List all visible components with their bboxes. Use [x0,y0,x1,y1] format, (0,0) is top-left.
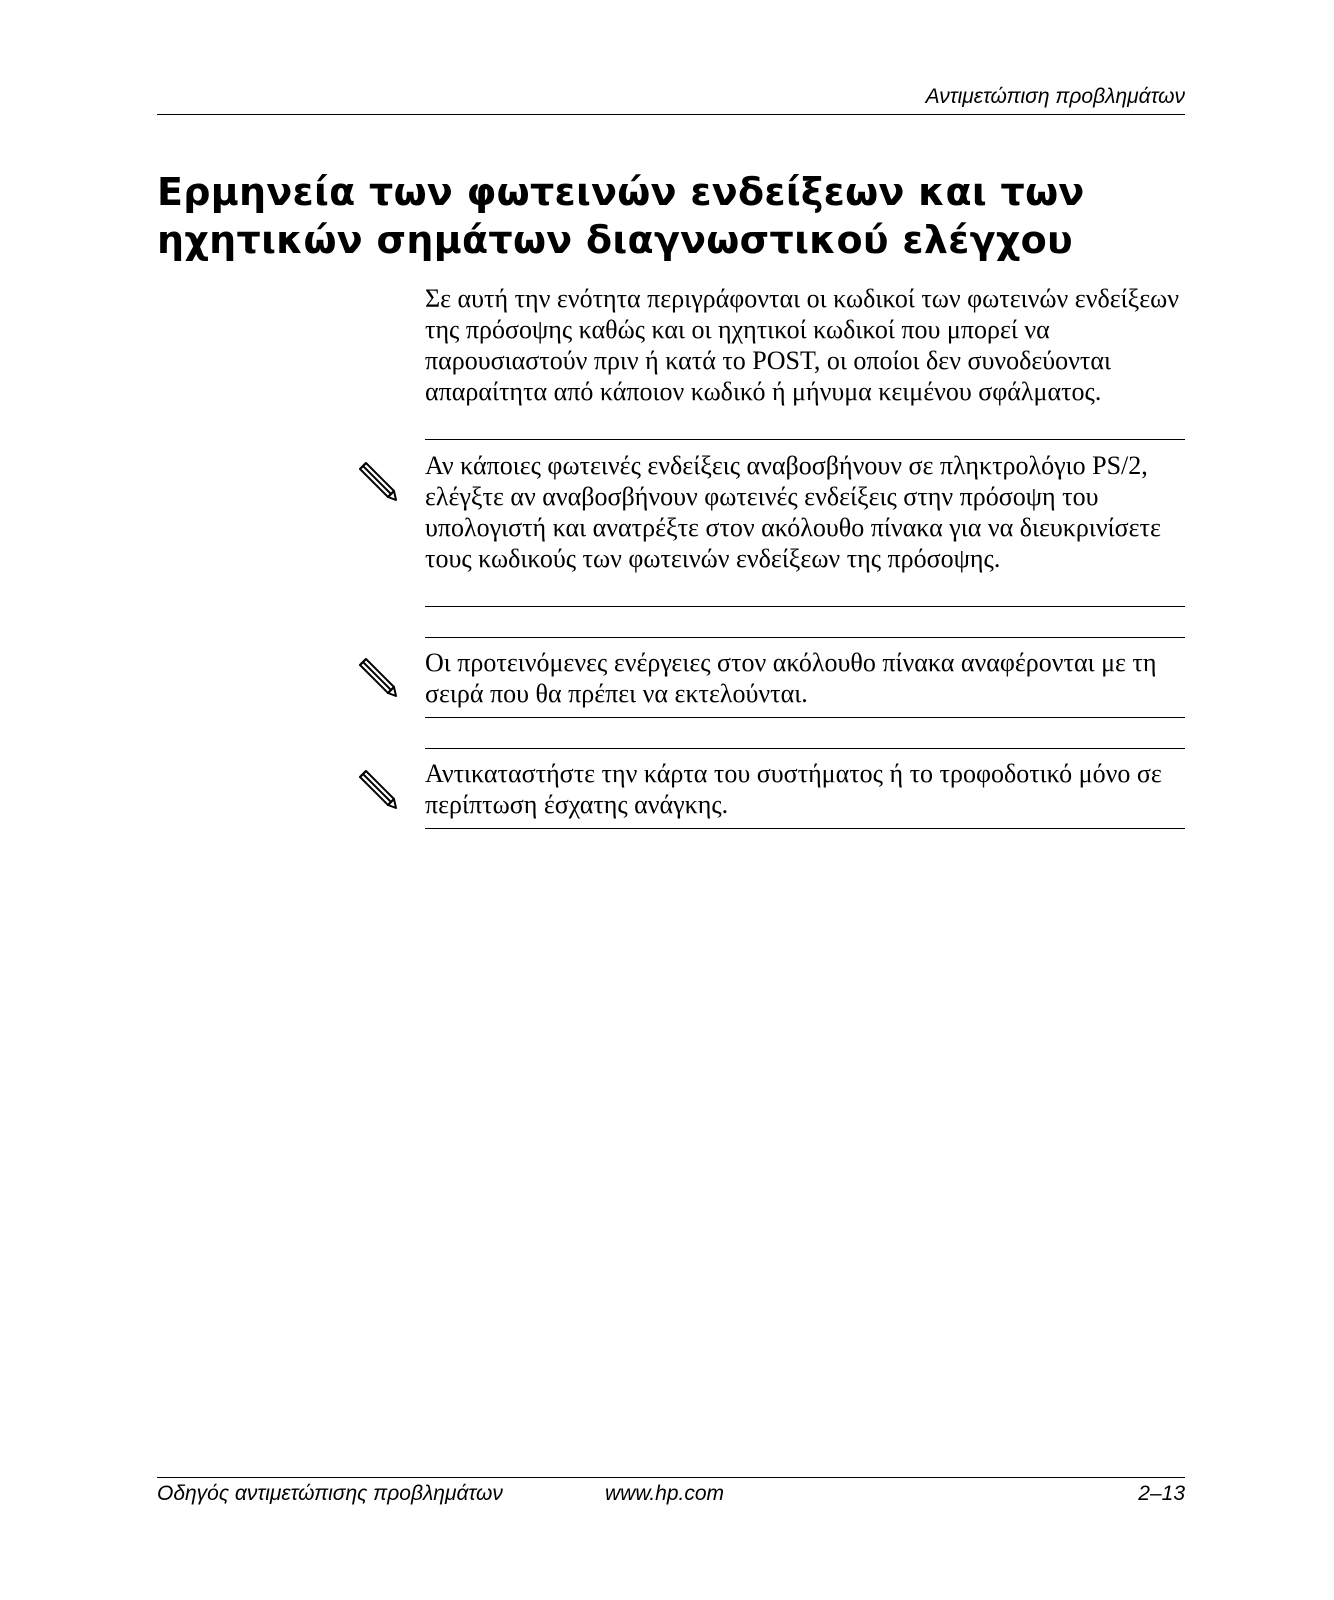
footer-page-number: 2–13 [1138,1482,1185,1505]
note-2-text: Οι προτεινόμενες ενέργειες στον ακόλουθο πίνακα αναφέρονται με τη σειρά που θα πρέπει να εκτελούνται. [425,648,1157,708]
section-title: Ερμηνεία των φωτεινών ενδείξεων και των ηχητικών σημάτων διαγνωστικού ελέγχου [157,170,1085,262]
footer-rule [157,1477,1185,1478]
note-2-bottom-rule [425,717,1185,718]
footer-website: www.hp.com [605,1482,725,1505]
note-1-bottom-rule [425,606,1185,607]
note-1-text: Αν κάποιες φωτεινές ενδείξεις αναβοσβήνουν σε πληκτρολόγιο PS/2, ελέγξτε αν αναβοσβήνουν φωτεινές ενδείξεις στην πρόσοψη του υπολογιστή και ανατρέξτε στον ακόλουθο πίνακα για να διευκρινίσετε τους κωδικούς των φωτεινών ενδείξεων της πρόσοψης. [425,451,1161,573]
footer-guide-title: Οδηγός αντιμετώπισης προβλημάτων [157,1482,503,1505]
running-header: Αντιμετώπιση προβλημάτων [925,85,1185,108]
pencil-note-icon [352,653,400,701]
header-rule [157,114,1185,115]
note-3-text: Αντικαταστήστε την κάρτα του συστήματος ή το τροφοδοτικό μόνο σε περίπτωση έσχατης ανάγκης. [425,759,1162,819]
pencil-note-icon [352,457,400,505]
note-1-top-rule [425,439,1185,440]
note-3-bottom-rule [425,828,1185,829]
note-2-top-rule [425,637,1185,638]
intro-paragraph: Σε αυτή την ενότητα περιγράφονται οι κωδικοί των φωτεινών ενδείξεων της πρόσοψης καθώς και οι ηχητικοί κωδικοί που μπορεί να παρουσιαστούν πριν ή κατά το POST, οι οποίοι δεν συνοδεύονται απαραίτητα από κάποιον κωδικό ή μήνυμα κειμένου σφάλματος. [425,284,1179,406]
note-3-top-rule [425,748,1185,749]
pencil-note-icon [352,765,400,813]
